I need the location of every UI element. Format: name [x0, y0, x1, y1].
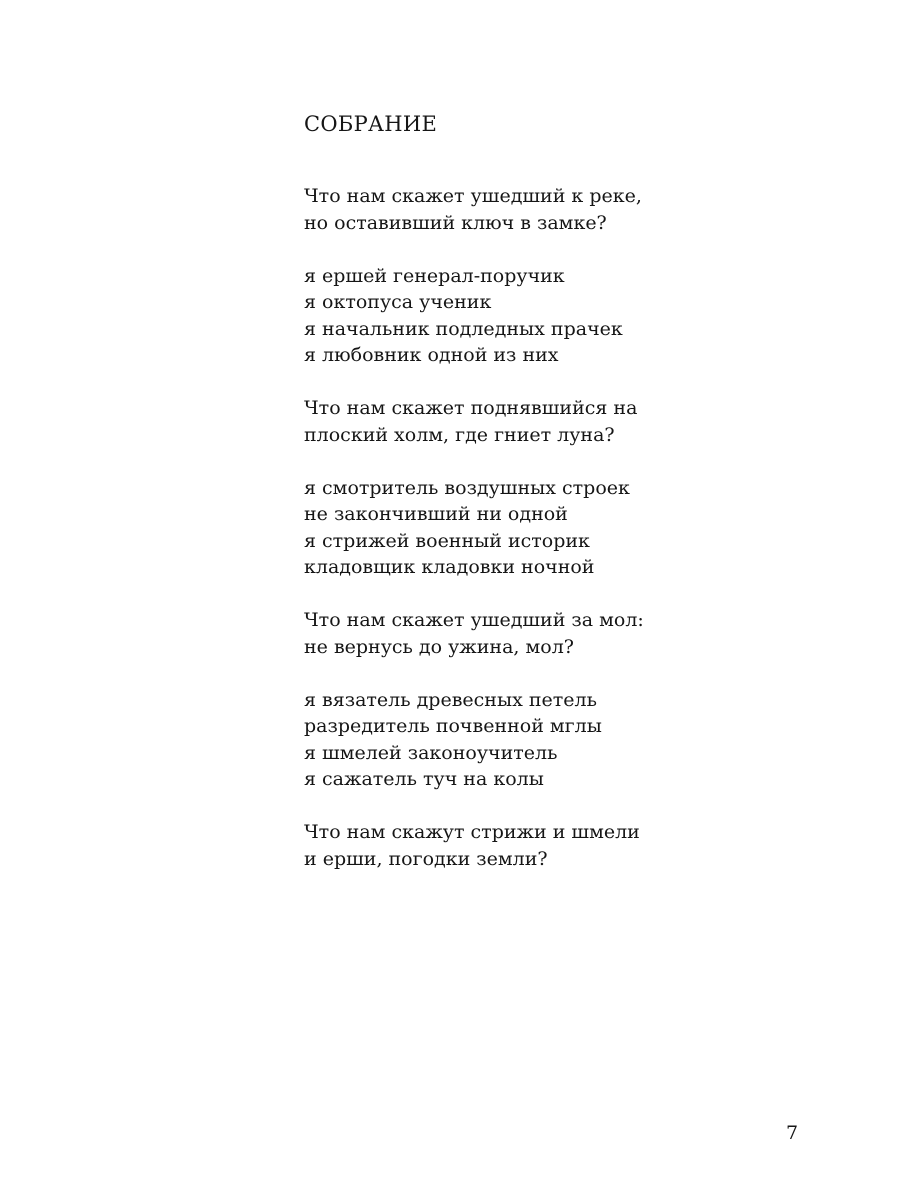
stanza-1: [304, 183, 644, 236]
poem-body: [304, 183, 644, 899]
poem-line: я вязатель древесных петель: [304, 688, 597, 711]
poem-line: Что нам скажет ушедший за мол:: [304, 609, 644, 631]
stanza-5: [304, 607, 644, 660]
poem-line: кладовщик кладовки ночной: [304, 556, 595, 578]
poem-line: я шмелей законоучитель: [304, 741, 558, 764]
poem-line: я любовник одной из них: [304, 344, 559, 366]
poem-line: плоский холм, где гниет луна?: [304, 423, 615, 446]
poem-line: Что нам скажут стрижи и шмели: [304, 821, 640, 843]
poem-line: я смотритель воздушных строек: [304, 476, 630, 499]
poem-line: я ершей генерал-поручик: [304, 264, 565, 287]
poem-line: я сажатель туч на колы: [304, 768, 544, 790]
stanza-7: [304, 819, 644, 872]
poem-line: Что нам скажет поднявшийся на: [304, 397, 638, 419]
poem-line: я октопуса ученик: [304, 291, 492, 313]
stanza-3: [304, 395, 644, 448]
poem-line: я начальник подледных прачек: [304, 317, 623, 340]
poem-line: не закончивший ни одной: [304, 503, 568, 525]
poem-line: не вернусь до ужина, мол?: [304, 635, 574, 658]
poem-title: СОБРАНИЕ: [304, 112, 438, 136]
poem-line: Что нам скажет ушедший к реке,: [304, 185, 642, 207]
poem-line: я стрижей военный историк: [304, 529, 590, 552]
stanza-6: [304, 687, 644, 793]
poem-line: и ерши, погодки земли?: [304, 847, 548, 870]
poem-line: разредитель почвенной мглы: [304, 715, 602, 737]
poem-line: но оставивший ключ в замке?: [304, 211, 607, 234]
stanza-4: [304, 475, 644, 581]
page-number: 7: [786, 1122, 799, 1144]
stanza-2: [304, 263, 644, 369]
